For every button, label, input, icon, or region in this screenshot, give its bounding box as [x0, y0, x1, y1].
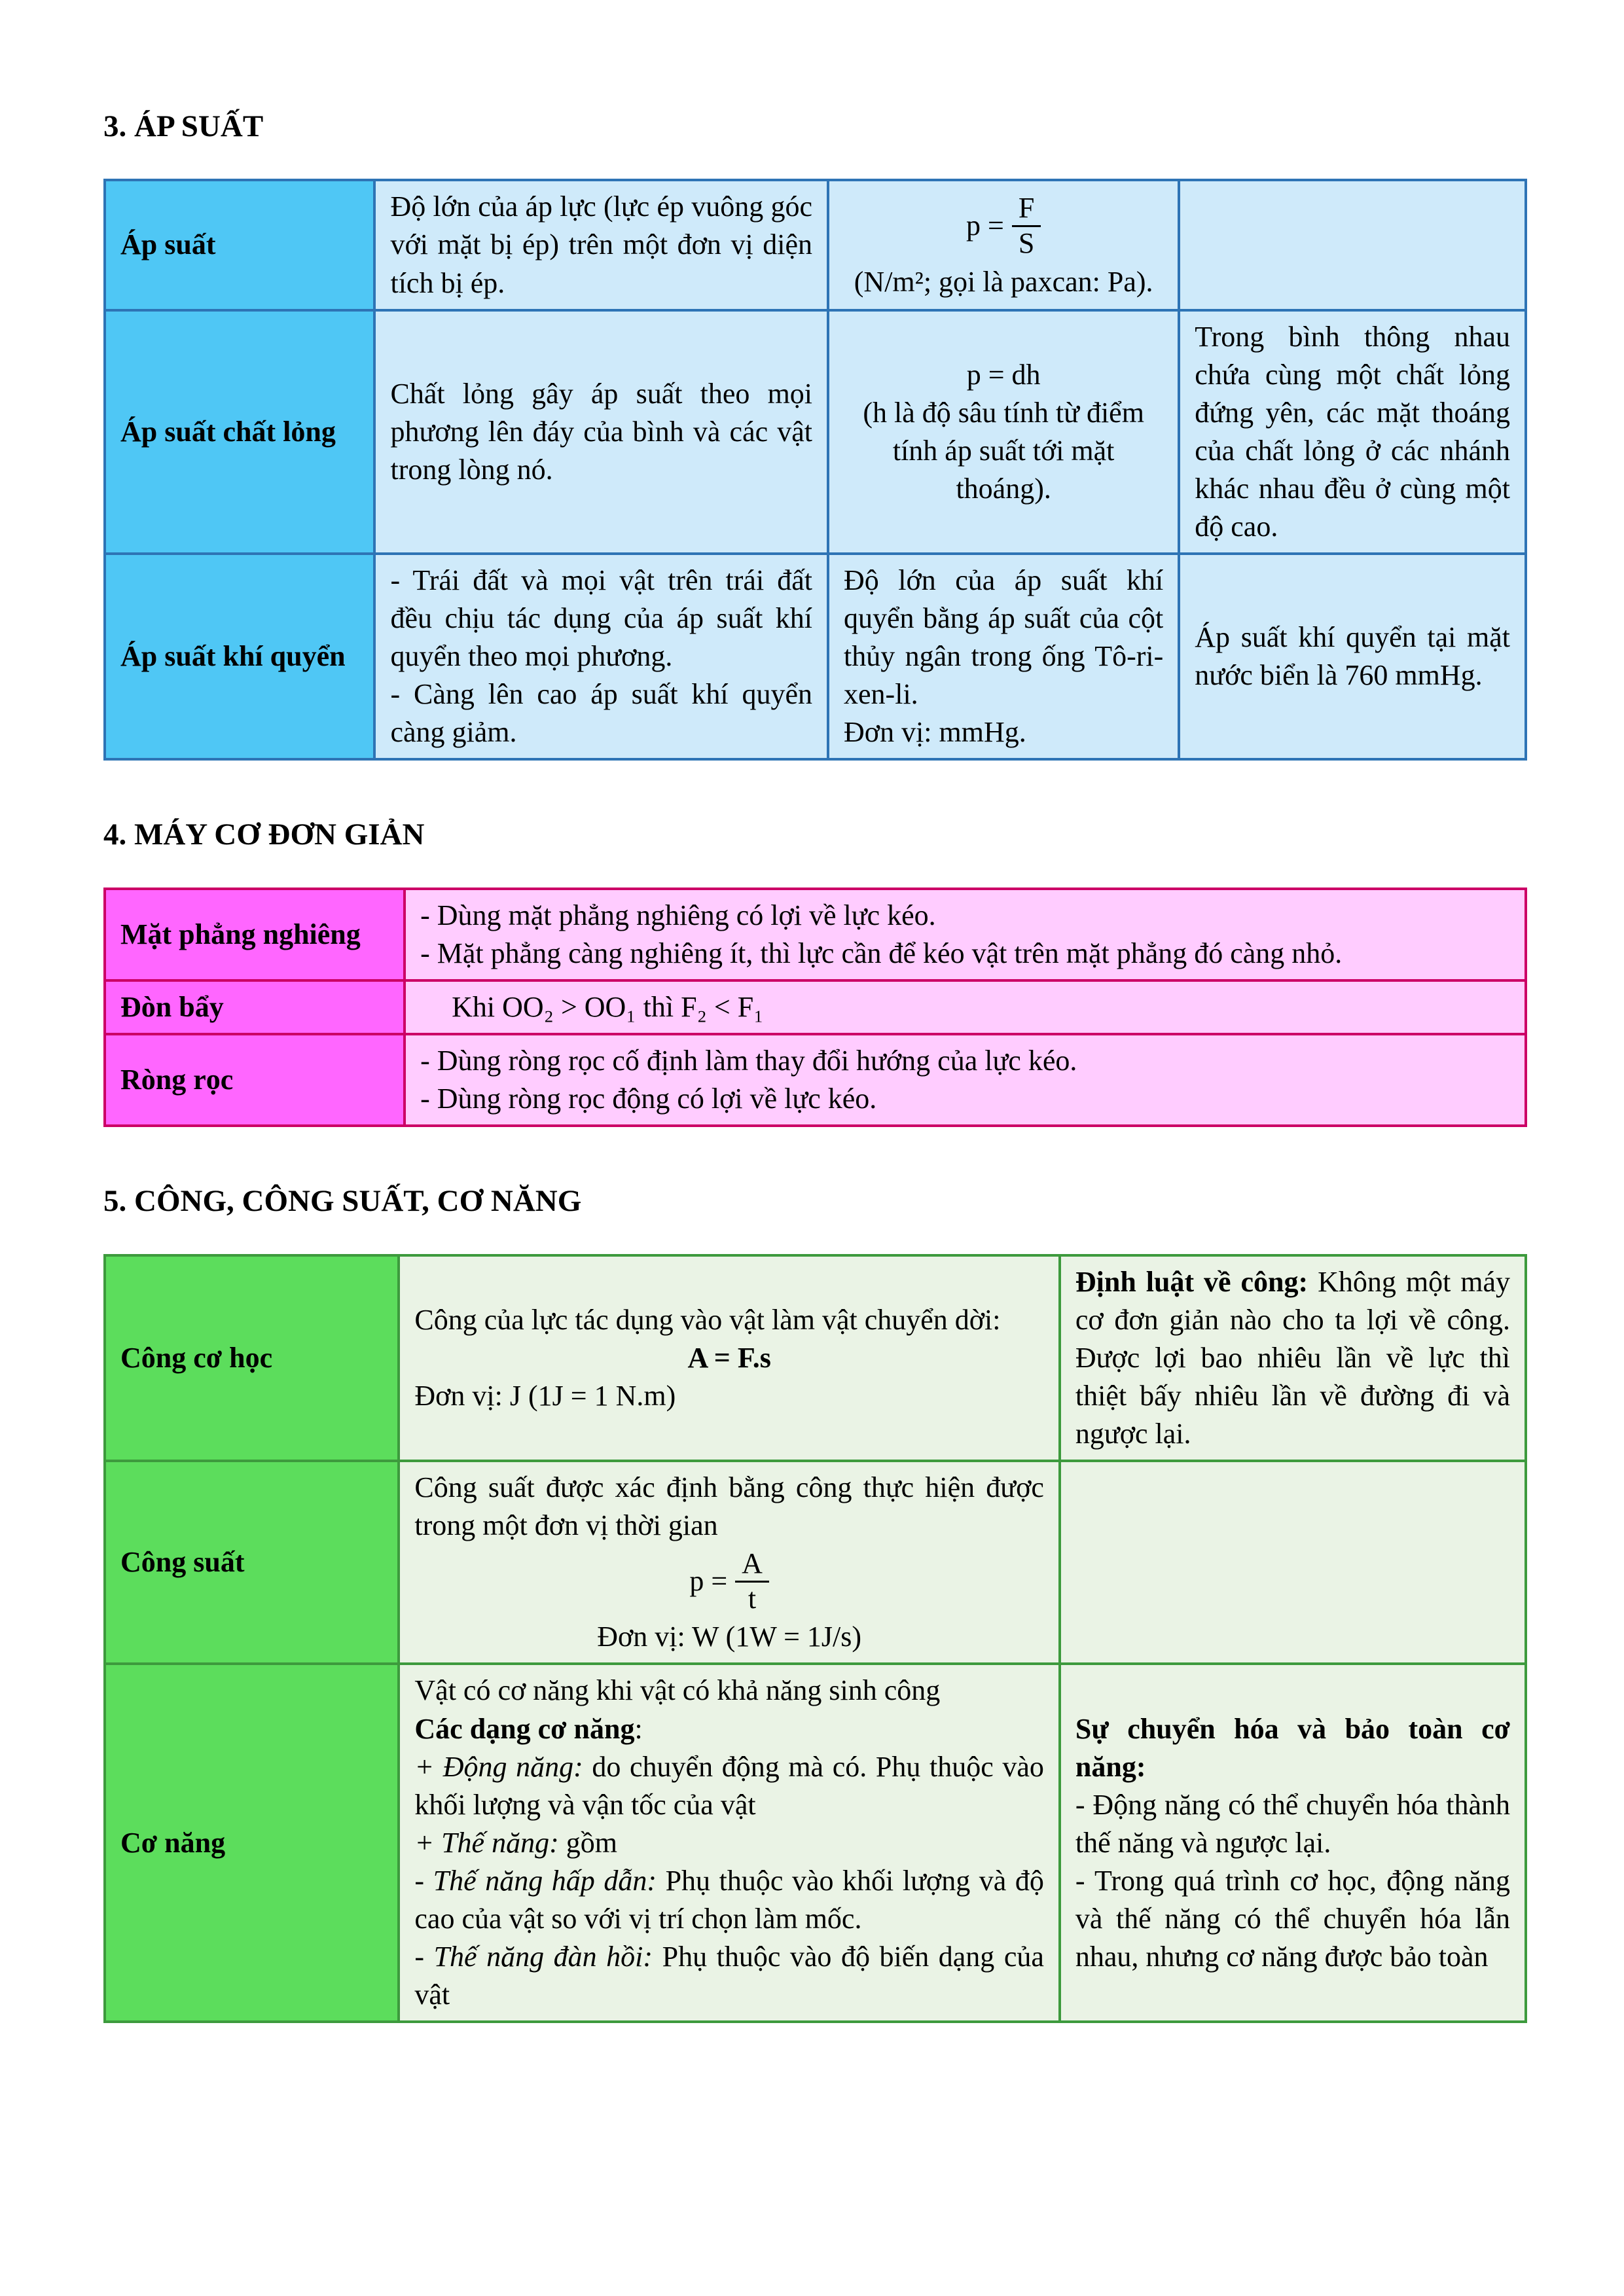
power-formula — [414, 1547, 1044, 1615]
conservation-lead: Sự chuyển hóa và bảo toàn cơ năng: — [1075, 1712, 1510, 1783]
elastic-energy-line — [414, 1938, 1044, 2014]
co-nang-forms-line — [414, 1710, 1044, 1748]
table-row-rong-roc — [105, 1034, 1526, 1126]
table-row-chat-long — [105, 310, 1526, 554]
conservation-cell — [1060, 1664, 1526, 2022]
forms-rest: : — [634, 1712, 643, 1745]
power-unit: Đơn vị: W (1W = 1J/s) — [597, 1621, 862, 1653]
law-of-work-lead: Định luật về công: — [1075, 1265, 1308, 1298]
law-of-work-text: Không một máy cơ đơn giản nào cho ta lợi về công. Được lợi bao nhiêu lần về lực thì thiệt bấy nhiêu lần về đường đi và ngược lại. — [1075, 1265, 1510, 1450]
ap-suat-note-cell — [1179, 180, 1526, 310]
fraction-denominator: t — [748, 1582, 757, 1615]
gravitational-energy-line — [414, 1862, 1044, 1938]
elastic-rest: Phụ thuộc vào độ biến dạng của vật — [414, 1941, 1044, 2011]
row-label-mat-phang-nghieng: Mặt phẳng nghiêng — [105, 889, 405, 980]
co-nang-details-cell — [399, 1664, 1060, 2022]
ap-suat-formula-cell — [828, 180, 1179, 310]
work-formula: A = F.s — [687, 1341, 771, 1374]
gravitational-lead: - Thế năng hấp dẫn: — [414, 1864, 657, 1897]
mat-phang-nghieng-line-1: - Dùng mặt phẳng nghiêng có lợi về lực kéo. — [420, 899, 936, 931]
fraction-denominator: S — [1018, 226, 1035, 259]
khi-quyen-note-cell: Áp suất khí quyển tại mặt nước biển là 760 mmHg. — [1179, 554, 1526, 759]
row-label-rong-roc: Ròng rọc — [105, 1034, 405, 1126]
pressure-formula — [844, 192, 1163, 260]
document-page — [103, 108, 1527, 2023]
cong-suat-cell — [399, 1461, 1060, 1664]
table-row-cong-co-hoc — [105, 1255, 1526, 1461]
liquid-pressure-note: (h là độ sâu tính từ điểm tính áp suất tới mặt thoáng). — [863, 396, 1144, 505]
table-row-ap-suat — [105, 180, 1526, 310]
work-unit: Đơn vị: J (1J = 1 N.m) — [414, 1379, 676, 1412]
conservation-line-2: - Trong quá trình cơ học, động năng và thế năng có thể chuyển hóa lẫn nhau, nhưng cơ năng được bảo toàn — [1075, 1864, 1510, 1973]
fraction-a-over-t — [735, 1547, 769, 1615]
kinetic-energy-line — [414, 1748, 1044, 1824]
cong-co-hoc-definition-cell — [399, 1255, 1060, 1461]
fraction-numerator: A — [735, 1547, 769, 1583]
section-machines-heading: 4. MÁY CƠ ĐƠN GIẢN — [103, 817, 425, 852]
chat-long-formula-cell — [828, 310, 1179, 554]
row-label-cong-suat: Công suất — [105, 1461, 399, 1664]
fraction-f-over-s — [1012, 192, 1041, 260]
pressure-table — [103, 179, 1527, 761]
row-label-cong-co-hoc: Công cơ học — [105, 1255, 399, 1461]
section-machines — [103, 816, 1527, 1127]
row-label-co-nang: Cơ năng — [105, 1664, 399, 2022]
elastic-lead: - Thế năng đàn hồi: — [414, 1941, 653, 1973]
kinetic-rest: do chuyển động mà có. Phụ thuộc vào khối lượng và vận tốc của vật — [414, 1750, 1044, 1821]
liquid-pressure-formula: p = dh — [966, 358, 1041, 391]
row-label-khi-quyen: Áp suất khí quyển — [105, 554, 374, 759]
chat-long-definition: Chất lỏng gây áp suất theo mọi phương lên đáy của bình và các vật trong lòng nó. — [374, 310, 828, 554]
law-of-work-cell — [1060, 1255, 1526, 1461]
row-label-chat-long: Áp suất chất lỏng — [105, 310, 374, 554]
section-pressure — [103, 108, 1527, 761]
section-work-heading: 5. CÔNG, CÔNG SUẤT, CƠ NĂNG — [103, 1184, 582, 1219]
table-row-co-nang — [105, 1664, 1526, 2022]
work-table — [103, 1254, 1527, 2024]
cong-co-hoc-definition: Công của lực tác dụng vào vật làm vật chuyển dời: — [414, 1303, 1001, 1336]
cong-suat-empty-cell — [1060, 1461, 1526, 1664]
potential-rest: gồm — [558, 1826, 617, 1859]
khi-quyen-magnitude: Độ lớn của áp suất khí quyển bằng áp suất của cột thủy ngân trong ống Tô-ri-xen-li. — [844, 564, 1164, 711]
khi-quyen-definition-1: - Trái đất và mọi vật trên trái đất đều chịu tác dụng của áp suất khí quyển theo mọi phương. — [390, 564, 813, 673]
khi-quyen-magnitude-cell — [828, 554, 1179, 759]
table-row-khi-quyen — [105, 554, 1526, 759]
khi-quyen-unit: Đơn vị: mmHg. — [844, 716, 1026, 749]
conservation-line-1: - Động năng có thể chuyển hóa thành thế năng và ngược lại. — [1075, 1788, 1510, 1859]
potential-energy-line — [414, 1824, 1044, 1862]
rong-roc-line-1: - Dùng ròng rọc cố định làm thay đổi hướng của lực kéo. — [420, 1045, 1077, 1077]
khi-quyen-definition-2: - Càng lên cao áp suất khí quyển càng giảm. — [390, 678, 813, 749]
table-row-don-bay — [105, 980, 1526, 1034]
cong-suat-definition: Công suất được xác định bằng công thực hiện được trong một đơn vị thời gian — [414, 1471, 1044, 1542]
table-row-cong-suat — [105, 1461, 1526, 1664]
potential-lead: + Thế năng: — [414, 1826, 559, 1859]
khi-quyen-definition-cell — [374, 554, 828, 759]
kinetic-lead: + Động năng: — [414, 1750, 583, 1783]
pressure-unit-note: (N/m²; gọi là paxcan: Pa). — [854, 265, 1153, 298]
mat-phang-nghieng-cell — [405, 889, 1526, 980]
section-pressure-heading: 3. ÁP SUẤT — [103, 109, 264, 143]
co-nang-intro: Vật có cơ năng khi vật có khả năng sinh công — [414, 1674, 941, 1707]
rong-roc-cell — [405, 1034, 1526, 1126]
don-bay-cell: Khi OO₂ > OO₁ thì F₂ < F₁ — [405, 980, 1526, 1034]
chat-long-note-cell: Trong bình thông nhau chứa cùng một chất lỏng đứng yên, các mặt thoáng của chất lỏng ở các nhánh khác nhau đều ở cùng một độ cao. — [1179, 310, 1526, 554]
rong-roc-line-2: - Dùng ròng rọc động có lợi về lực kéo. — [420, 1083, 877, 1115]
table-row-mat-phang-nghieng — [105, 889, 1526, 980]
formula-lhs: p = — [689, 1565, 728, 1598]
row-label-don-bay: Đòn bẩy — [105, 980, 405, 1034]
section-work — [103, 1183, 1527, 2023]
formula-lhs: p = — [965, 209, 1004, 242]
fraction-numerator: F — [1012, 192, 1041, 227]
machines-table — [103, 888, 1527, 1127]
row-label-ap-suat: Áp suất — [105, 180, 374, 310]
forms-lead: Các dạng cơ năng — [414, 1712, 635, 1745]
mat-phang-nghieng-line-2: - Mặt phẳng càng nghiêng ít, thì lực cần để kéo vật trên mặt phẳng đó càng nhỏ. — [420, 937, 1343, 969]
gravitational-rest: Phụ thuộc vào khối lượng và độ cao của vật so với vị trí chọn làm mốc. — [414, 1864, 1044, 1935]
ap-suat-definition: Độ lớn của áp lực (lực ép vuông góc với mặt bị ép) trên một đơn vị diện tích bị ép. — [374, 180, 828, 310]
